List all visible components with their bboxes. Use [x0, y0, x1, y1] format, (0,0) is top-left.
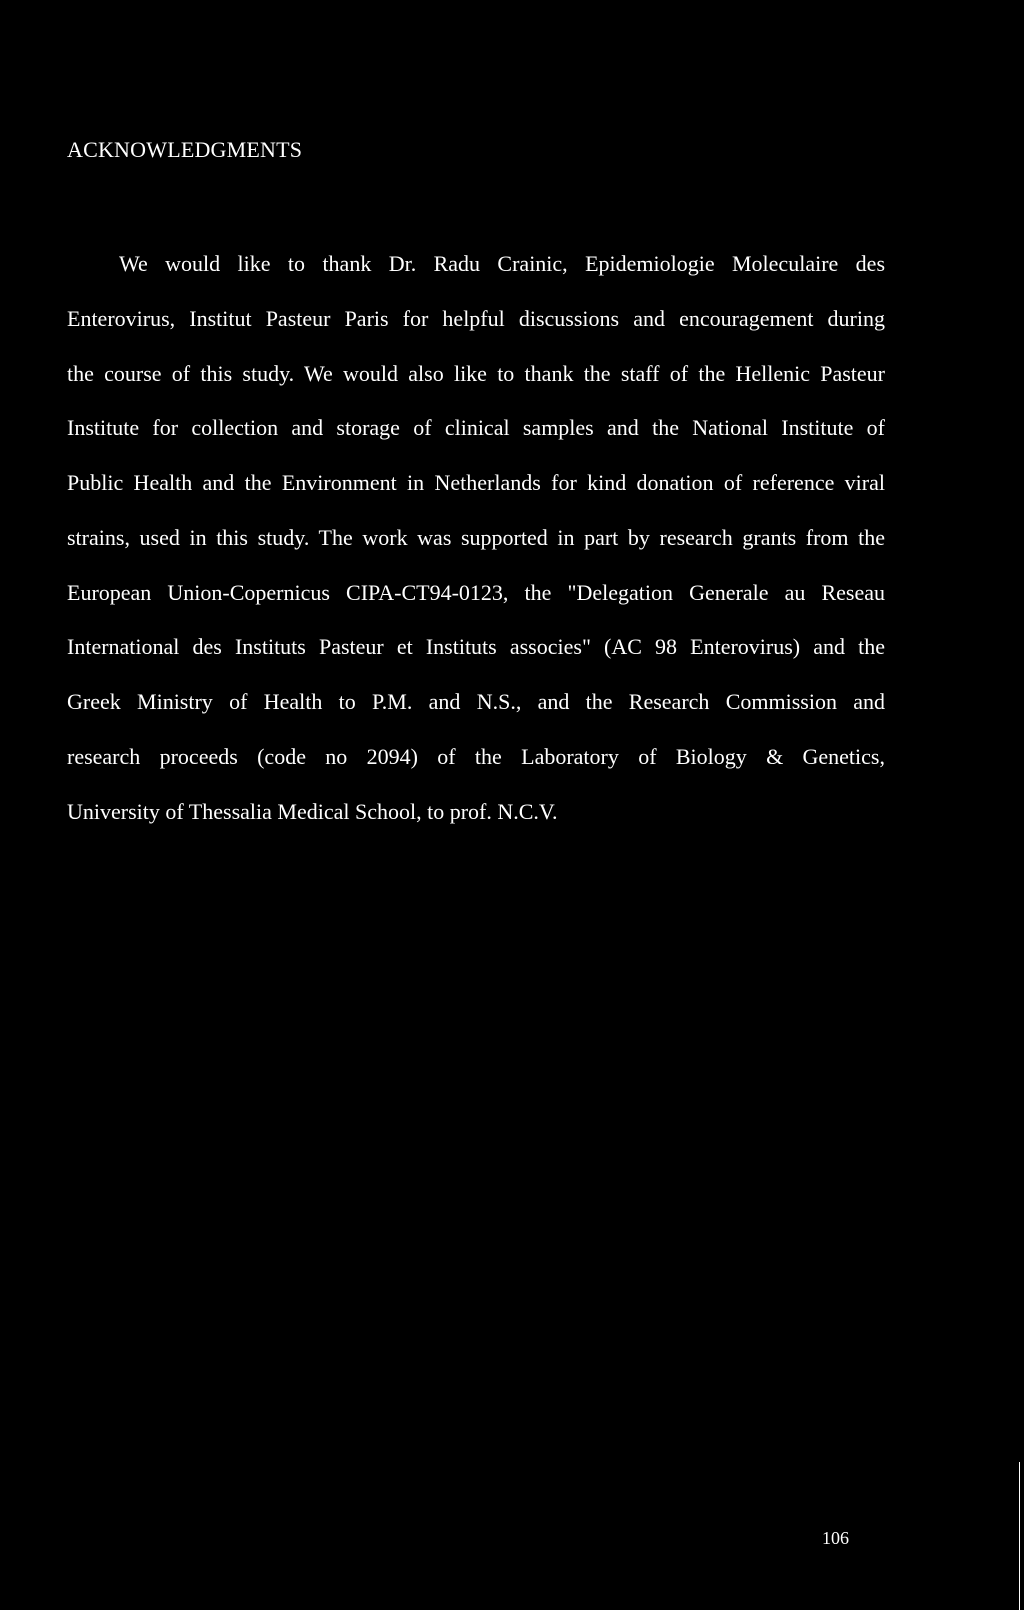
body-line: Enterovirus, Institut Pasteur Paris for helpful discussions and encouragement during — [67, 306, 885, 331]
page-title: ACKNOWLEDGMENTS — [67, 137, 303, 162]
body-line: We would like to thank Dr. Radu Crainic, Epidemiologie Moleculaire des — [119, 251, 885, 276]
body-line: Institute for collection and storage of clinical samples and the National Institute of — [67, 415, 885, 440]
scan-edge-line — [1019, 1462, 1020, 1610]
body-line: Greek Ministry of Health to P.M. and N.S., and the Research Commission and — [67, 689, 885, 714]
body-line: International des Instituts Pasteur et Instituts associes" (AC 98 Enterovirus) and the — [67, 634, 885, 659]
body-line: the course of this study. We would also like to thank the staff of the Hellenic Pasteur — [67, 361, 885, 386]
body-line: University of Thessalia Medical School, to prof. N.C.V. — [67, 799, 558, 824]
body-line: strains, used in this study. The work was supported in part by research grants from the — [67, 525, 885, 550]
body-line: European Union-Copernicus CIPA-CT94-0123, the "Delegation Generale au Reseau — [67, 580, 885, 605]
page-number: 106 — [822, 1528, 849, 1548]
body-line: research proceeds (code no 2094) of the Laboratory of Biology & Genetics, — [67, 744, 885, 769]
body-line: Public Health and the Environment in Netherlands for kind donation of reference viral — [67, 470, 885, 495]
